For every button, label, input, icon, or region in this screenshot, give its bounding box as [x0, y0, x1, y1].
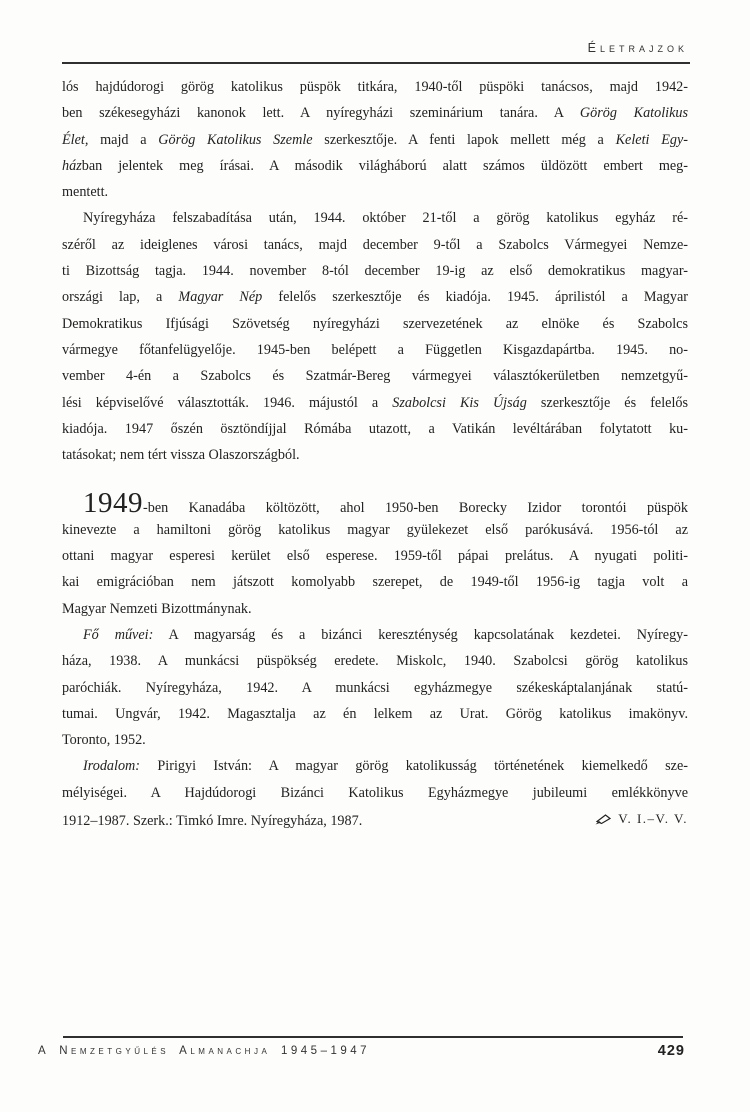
- text-line: [62, 390, 688, 416]
- text-run: vember 4-én a Szabolcs és Szatmár-Bereg vármegyei választókerületben nemzetgyű-: [62, 368, 688, 385]
- text-run: majd a: [88, 131, 159, 148]
- text-run: szerkesztője és felelős: [526, 394, 689, 411]
- header-rule: [62, 62, 690, 64]
- text-line: [62, 232, 688, 258]
- text-line: [62, 701, 688, 727]
- text-line: [62, 753, 688, 779]
- text-line: [62, 648, 688, 674]
- text-run: Irodalom:: [83, 758, 141, 775]
- text-run: háza, 1938. A munkácsi püspökség eredete. Miskolc, 1940. Szabolcsi görög katolikus: [62, 653, 688, 670]
- text-run: szerkesztője. A fenti lapok mellett még a: [312, 131, 616, 148]
- text-run: Demokratikus Ifjúsági Szövetség nyíregyházi szervezetének az elnöke és Szabolcs: [62, 315, 688, 332]
- text-run: mélyiségei. A Hajdúdorogi Bizánci Katolikus Egyházmegye jubileumi emlékkönyve: [62, 784, 688, 801]
- text-line: [62, 780, 688, 806]
- text-run: Pirigyi István: A magyar görög katolikusság történetének kiemelkedő sze-: [140, 758, 688, 775]
- text-run: vármegye főtanfelügyelője. 1945-ben belépett a Független Kisgazdapártba. 1945. no-: [62, 341, 688, 358]
- text-line: [62, 442, 688, 468]
- text-run: tatásokat; nem tért vissza Olaszországból.: [62, 447, 300, 464]
- text-line: [62, 258, 688, 284]
- text-run: ben székesegyházi kanonok lett. A nyíregyházi szeminárium tanára. A: [62, 105, 580, 122]
- text-run-group: [62, 808, 362, 834]
- paragraph: [62, 622, 688, 753]
- text-run: kiadója. 1947 őszén ösztöndíjjal Rómába utazott, a Vatikán levéltárában folytatott ku-: [62, 420, 688, 437]
- text-line: [62, 337, 688, 363]
- text-run: kinevezte a hamiltoni görög katolikus magyar gyülekezet első parókusává. 1956-tól az: [62, 521, 688, 538]
- text-line: [62, 153, 688, 179]
- article-body: [62, 74, 688, 832]
- text-line: [62, 543, 688, 569]
- text-line: [62, 284, 688, 310]
- text-run: Nyíregyháza felszabadítása után, 1944. október 21-től a görög katolikus egyház ré-: [83, 210, 688, 227]
- page-number: 429: [657, 1043, 685, 1059]
- text-line: [62, 487, 688, 520]
- running-head: Életrajzok: [587, 41, 688, 55]
- author-signature: [595, 806, 688, 832]
- text-run: kai emigrációban nem játszott komolyabb szerepet, de 1949-től 1956-ig tagja volt a: [62, 574, 688, 591]
- text-line: [62, 675, 688, 701]
- paragraph: [62, 487, 688, 621]
- text-run: ház: [62, 157, 82, 174]
- text-run: Toronto, 1952.: [62, 732, 146, 749]
- text-run: Görög Katolikus: [579, 105, 689, 122]
- text-run: ban jelentek meg írásai. A második világháború alatt számos üldözött embert meg-: [81, 157, 688, 174]
- footer-rule: [63, 1036, 683, 1038]
- text-line: [62, 179, 688, 205]
- text-line: [62, 596, 688, 622]
- text-run: lós hajdúdorogi görög katolikus püspök titkára, 1940-től püspöki tanácsos, majd 1942-: [62, 79, 688, 95]
- author-initials: V. I.–V. V.: [618, 811, 688, 827]
- text-line: [62, 517, 688, 543]
- text-run: Magyar Nép: [178, 289, 263, 306]
- text-line: [62, 416, 688, 442]
- text-line: [62, 100, 688, 126]
- text-line: [62, 311, 688, 337]
- text-run: -ben Kanadába költözött, ahol 1950-ben Borecky Izidor torontói püspök: [143, 500, 688, 517]
- text-run: 1912–1987. Szerk.: Timkó Imre. Nyíregyháza, 1987.: [62, 812, 363, 829]
- text-run: paróchiák. Nyíregyháza, 1942. A munkácsi egyházmegye székeskáptalanjának statú-: [62, 679, 688, 696]
- text-run: Magyar Nemzeti Bizottmánynak.: [62, 600, 252, 617]
- paragraph: [62, 753, 688, 832]
- text-line: [62, 205, 688, 231]
- paragraph: [62, 205, 688, 468]
- text-run: Keleti Egy-: [615, 131, 688, 148]
- text-line: [62, 806, 688, 832]
- text-run: tumai. Ungvár, 1942. Magasztalja az én lelkem az Urat. Görög katolikus imakönyv.: [62, 705, 688, 722]
- text-run: Élet,: [62, 131, 89, 148]
- text-line: [62, 727, 688, 753]
- text-run: széről az ideiglenes városi tanács, majd december 9-től a Szabolcs Vármegyei Nemze-: [62, 236, 688, 253]
- text-line: [62, 622, 688, 648]
- text-line: [62, 569, 688, 595]
- text-run: ottani magyar esperesi kerület első esperese. 1959-től pápai prelátus. A nyugati politi-: [62, 548, 688, 565]
- entry-year: 1949: [83, 487, 143, 520]
- text-run: Görög Katolikus Szemle: [158, 131, 313, 148]
- text-line: [62, 363, 688, 389]
- text-line: [62, 74, 688, 100]
- text-run: ti Bizottság tagja. 1944. november 8-tól december 19-ig az első demokratikus magyar-: [62, 263, 688, 280]
- text-run: A magyarság és a bizánci kereszténység kapcsolatának kezdetei. Nyíregy-: [153, 626, 688, 643]
- text-run: felelős szerkesztője és kiadója. 1945. áprilistól a Magyar: [262, 289, 688, 306]
- writing-hand-icon: [595, 814, 611, 825]
- text-run: Fő művei:: [83, 626, 154, 643]
- paragraph: [62, 74, 688, 205]
- text-run: Szabolcsi Kis Újság: [392, 394, 527, 411]
- text-run: országi lap, a: [62, 289, 179, 306]
- footer-book-title: A Nemzetgyűlés Almanachja 1945–1947: [38, 1045, 371, 1057]
- text-run: mentett.: [62, 184, 109, 201]
- text-run: lési képviselővé választották. 1946. májustól a: [62, 394, 393, 411]
- text-line: [62, 127, 688, 153]
